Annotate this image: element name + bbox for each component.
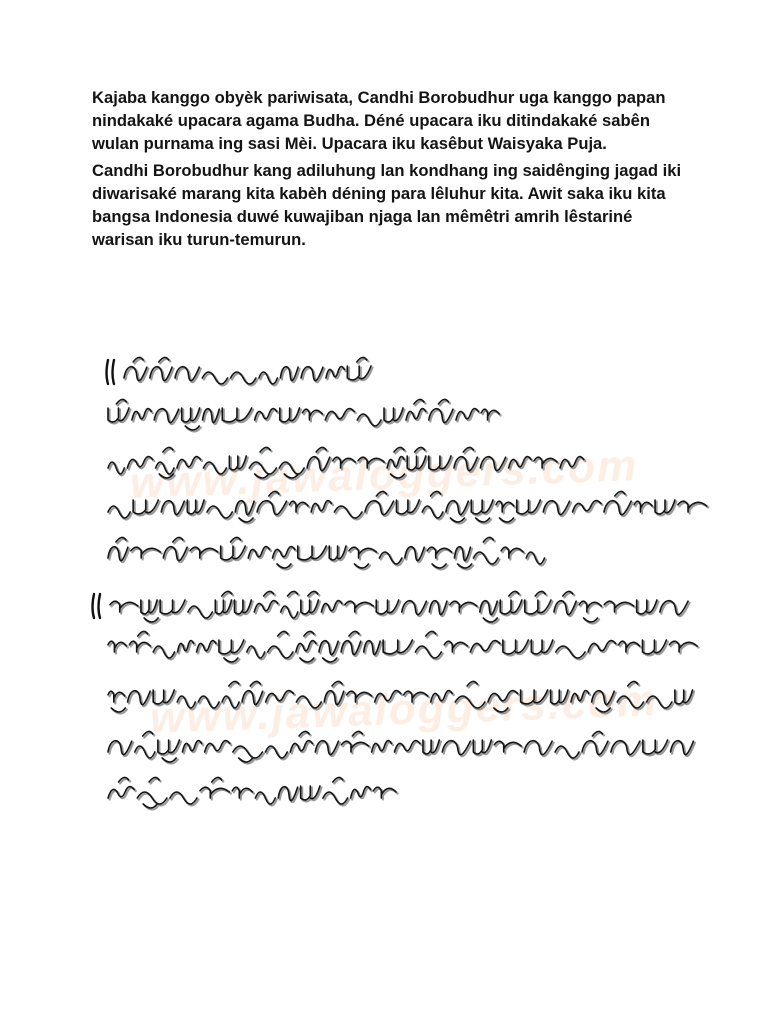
script-line-shadow — [126, 359, 373, 386]
script-line-shadow — [110, 779, 398, 810]
script-line-shadow — [110, 683, 695, 714]
javanese-script-drawing — [90, 340, 730, 830]
script-line-shadow — [110, 539, 547, 570]
pada-lingsa-mark — [107, 360, 115, 384]
latin-text-block — [92, 86, 682, 255]
script-line-shadow — [110, 449, 586, 480]
watermark-top: www.jawaloggers.com — [129, 441, 639, 508]
watermark-bottom: www.jawaloggers.com — [149, 676, 659, 743]
paragraph-1: Kajaba kanggo obyèk pariwisata, Candhi Borobudhur uga kanggo papan nindakaké upacara agama Budha. Déné upacara iku ditindakaké sabên wulan purnama ing sasi Mèi. Upacara iku kasêbut Waisyaka Puja. — [92, 88, 666, 153]
pada-lingsa-mark — [93, 594, 101, 618]
script-line-shadow — [110, 733, 695, 764]
paragraph-2: Candhi Borobudhur kang adiluhung lan kondhang ing saidênging jagad iki diwarisaké marang kita kabèh déning para lêluhur kita. Awit saka iku kita bangsa Indonesia duwé kuwajiban njaga lan mêmêtri amrih lêstariné warisan iku turun-temurun. — [92, 161, 682, 249]
javanese-script-block — [90, 340, 730, 830]
